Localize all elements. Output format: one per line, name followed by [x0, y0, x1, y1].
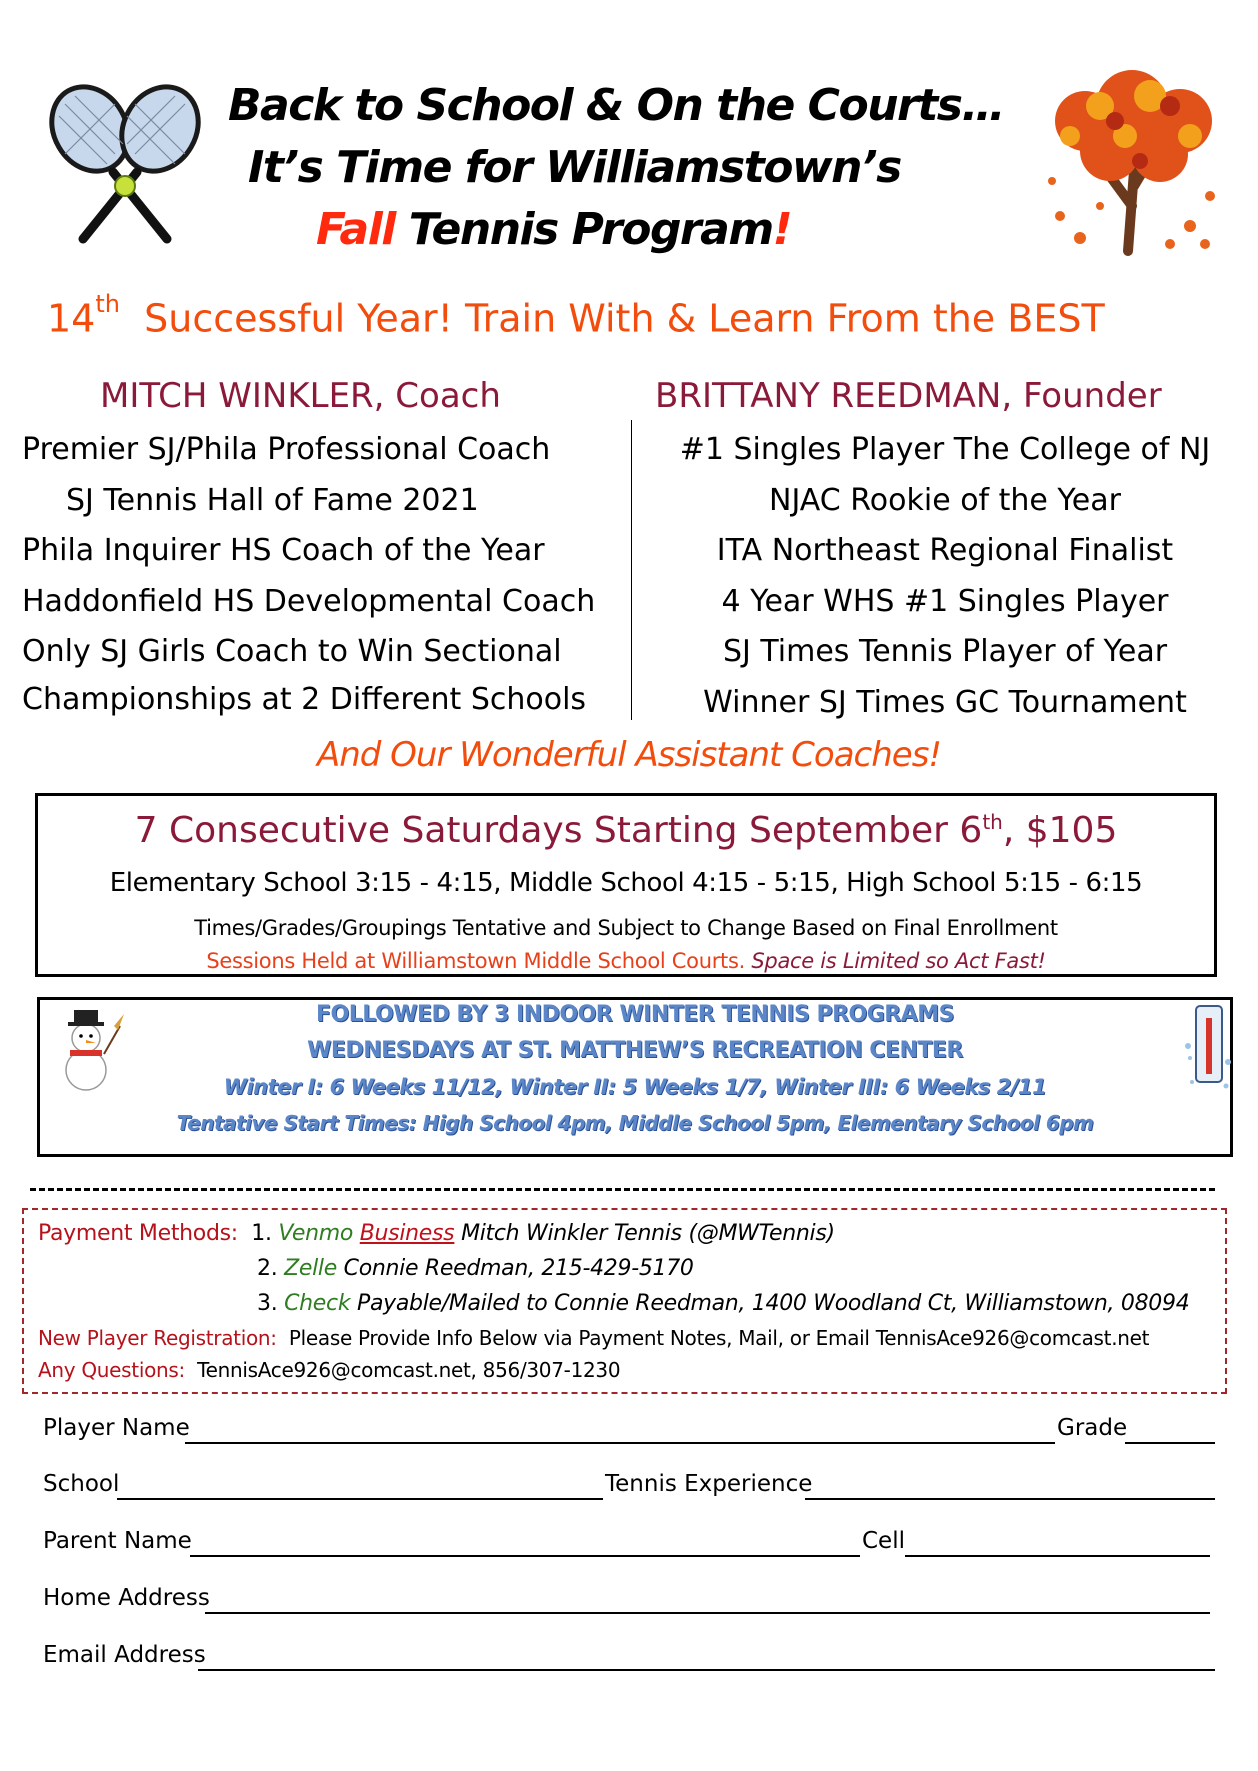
headline-text: Successful Year! Train With & Learn From the BEST — [144, 296, 1105, 341]
title-line-2: It’s Time for Williamstown’s — [248, 142, 901, 193]
credential-item: NJAC Rookie of the Year — [769, 482, 1121, 518]
questions-line — [38, 1358, 620, 1382]
registration-label: New Player Registration: — [38, 1326, 277, 1350]
winter-line-2: WEDNESDAYS AT ST. MATTHEW’S RECREATION CENTER — [307, 1038, 963, 1063]
grade-field[interactable] — [1125, 1442, 1215, 1444]
venmo-business: Business — [359, 1221, 455, 1246]
title-line-3 — [316, 204, 791, 255]
registration-text: Please Provide Info Below via Payment Notes, Mail, or Email TennisAce926@comcast.net — [288, 1326, 1150, 1350]
tennis-racquets-icon — [35, 74, 215, 254]
credential-item: SJ Tennis Hall of Fame 2021 — [66, 482, 479, 518]
parent-name-field[interactable] — [190, 1555, 860, 1557]
credential-item: SJ Times Tennis Player of Year — [722, 634, 1168, 669]
cell-field[interactable] — [905, 1555, 1210, 1557]
credential-item: Winner SJ Times GC Tournament — [703, 684, 1187, 720]
parent-name-label: Parent Name — [43, 1528, 192, 1554]
zelle-details: Connie Reedman, 215-429-5170 — [343, 1256, 694, 1281]
cell-label: Cell — [862, 1528, 905, 1554]
player-name-label: Player Name — [43, 1415, 190, 1441]
zelle-label: Zelle — [284, 1256, 337, 1281]
payment-line-2 — [257, 1256, 694, 1281]
title-fall: Fall — [316, 204, 395, 255]
credential-item: Only SJ Girls Coach to Win Sectional — [22, 634, 562, 669]
schedule-headline-text: 7 Consecutive Saturdays Starting September 6 — [134, 810, 983, 851]
school-label: School — [43, 1471, 120, 1497]
right-credentials — [640, 425, 1250, 728]
credential-item: Phila Inquirer HS Coach of the Year — [22, 533, 545, 568]
schedule-headline — [38, 810, 1214, 851]
schedule-price: , $105 — [1002, 810, 1118, 851]
payment-num: 2. — [257, 1256, 278, 1281]
schedule-note: Times/Grades/Groupings Tentative and Subject to Change Based on Final Enrollment — [194, 916, 1058, 940]
questions-label: Any Questions: — [38, 1358, 185, 1382]
credential-item: ITA Northeast Regional Finalist — [716, 533, 1174, 568]
venmo-details: Mitch Winkler Tennis (@MWTennis) — [461, 1221, 835, 1246]
headline-suffix: th — [95, 290, 120, 318]
schedule-location-line — [38, 949, 1214, 973]
payment-label: Payment Methods: — [38, 1221, 238, 1246]
check-label: Check — [284, 1291, 351, 1316]
schedule-times: Elementary School 3:15 - 4:15, Middle School 4:15 - 5:15, High School 5:15 - 6:15 — [109, 868, 1143, 898]
left-coach-heading: MITCH WINKLER, Coach — [100, 376, 501, 416]
schedule-location: Sessions Held at Williamstown Middle School Courts. — [206, 949, 746, 973]
credential-item: Premier SJ/Phila Professional Coach — [22, 432, 551, 467]
email-address-field[interactable] — [198, 1669, 1215, 1671]
assistant-coaches: And Our Wonderful Assistant Coaches! — [316, 735, 942, 775]
schedule-headline-sup: th — [982, 810, 1003, 834]
credential-item: Championships at 2 Different Schools — [22, 681, 587, 717]
autumn-tree-icon — [1040, 66, 1225, 256]
payment-num: 1. — [251, 1221, 272, 1246]
headline-number: 14 — [47, 296, 96, 341]
payment-line-3 — [257, 1291, 1189, 1316]
school-field[interactable] — [117, 1498, 603, 1500]
payment-line-1 — [38, 1221, 835, 1246]
title-line-1: Back to School & On the Courts… — [228, 80, 1004, 131]
questions-text: TennisAce926@comcast.net, 856/307-1230 — [197, 1358, 621, 1382]
tennis-experience-field[interactable] — [805, 1498, 1215, 1500]
player-name-field[interactable] — [185, 1442, 1055, 1444]
credential-item: #1 Singles Player The College of NJ — [679, 432, 1211, 467]
winter-line-3: Winter I: 6 Weeks 11/12, Winter II: 5 Weeks 1/7, Winter III: 6 Weeks 2/11 — [223, 1075, 1047, 1099]
winter-box — [37, 997, 1233, 1157]
column-divider — [631, 420, 632, 720]
winter-line-4: Tentative Start Times: High School 4pm, Middle School 5pm, Elementary School 6pm — [176, 1111, 1094, 1135]
credential-item: 4 Year WHS #1 Singles Player — [721, 583, 1169, 619]
credential-item: Haddonfield HS Developmental Coach — [22, 583, 596, 619]
check-details: Payable/Mailed to Connie Reedman, 1400 Woodland Ct, Williamstown, 08094 — [356, 1291, 1190, 1316]
left-credentials — [20, 425, 620, 722]
cut-line — [30, 1188, 1215, 1191]
home-address-label: Home Address — [43, 1585, 210, 1611]
title-bang: ! — [772, 204, 792, 255]
tennis-experience-label: Tennis Experience — [605, 1471, 813, 1497]
winter-line-1: FOLLOWED BY 3 INDOOR WINTER TENNIS PROGRAMS — [316, 1002, 954, 1027]
headline — [47, 290, 1105, 341]
right-coach-heading: BRITTANY REEDMAN, Founder — [655, 376, 1162, 416]
schedule-box — [35, 793, 1217, 977]
payment-num: 3. — [257, 1291, 278, 1316]
email-address-label: Email Address — [43, 1642, 206, 1668]
venmo-label: Venmo — [278, 1221, 354, 1246]
schedule-urgency: Space is Limited so Act Fast! — [751, 949, 1046, 973]
title-rest: Tennis Program — [394, 204, 773, 255]
registration-line — [38, 1326, 1149, 1350]
grade-label: Grade — [1057, 1415, 1128, 1441]
home-address-field[interactable] — [205, 1612, 1210, 1614]
